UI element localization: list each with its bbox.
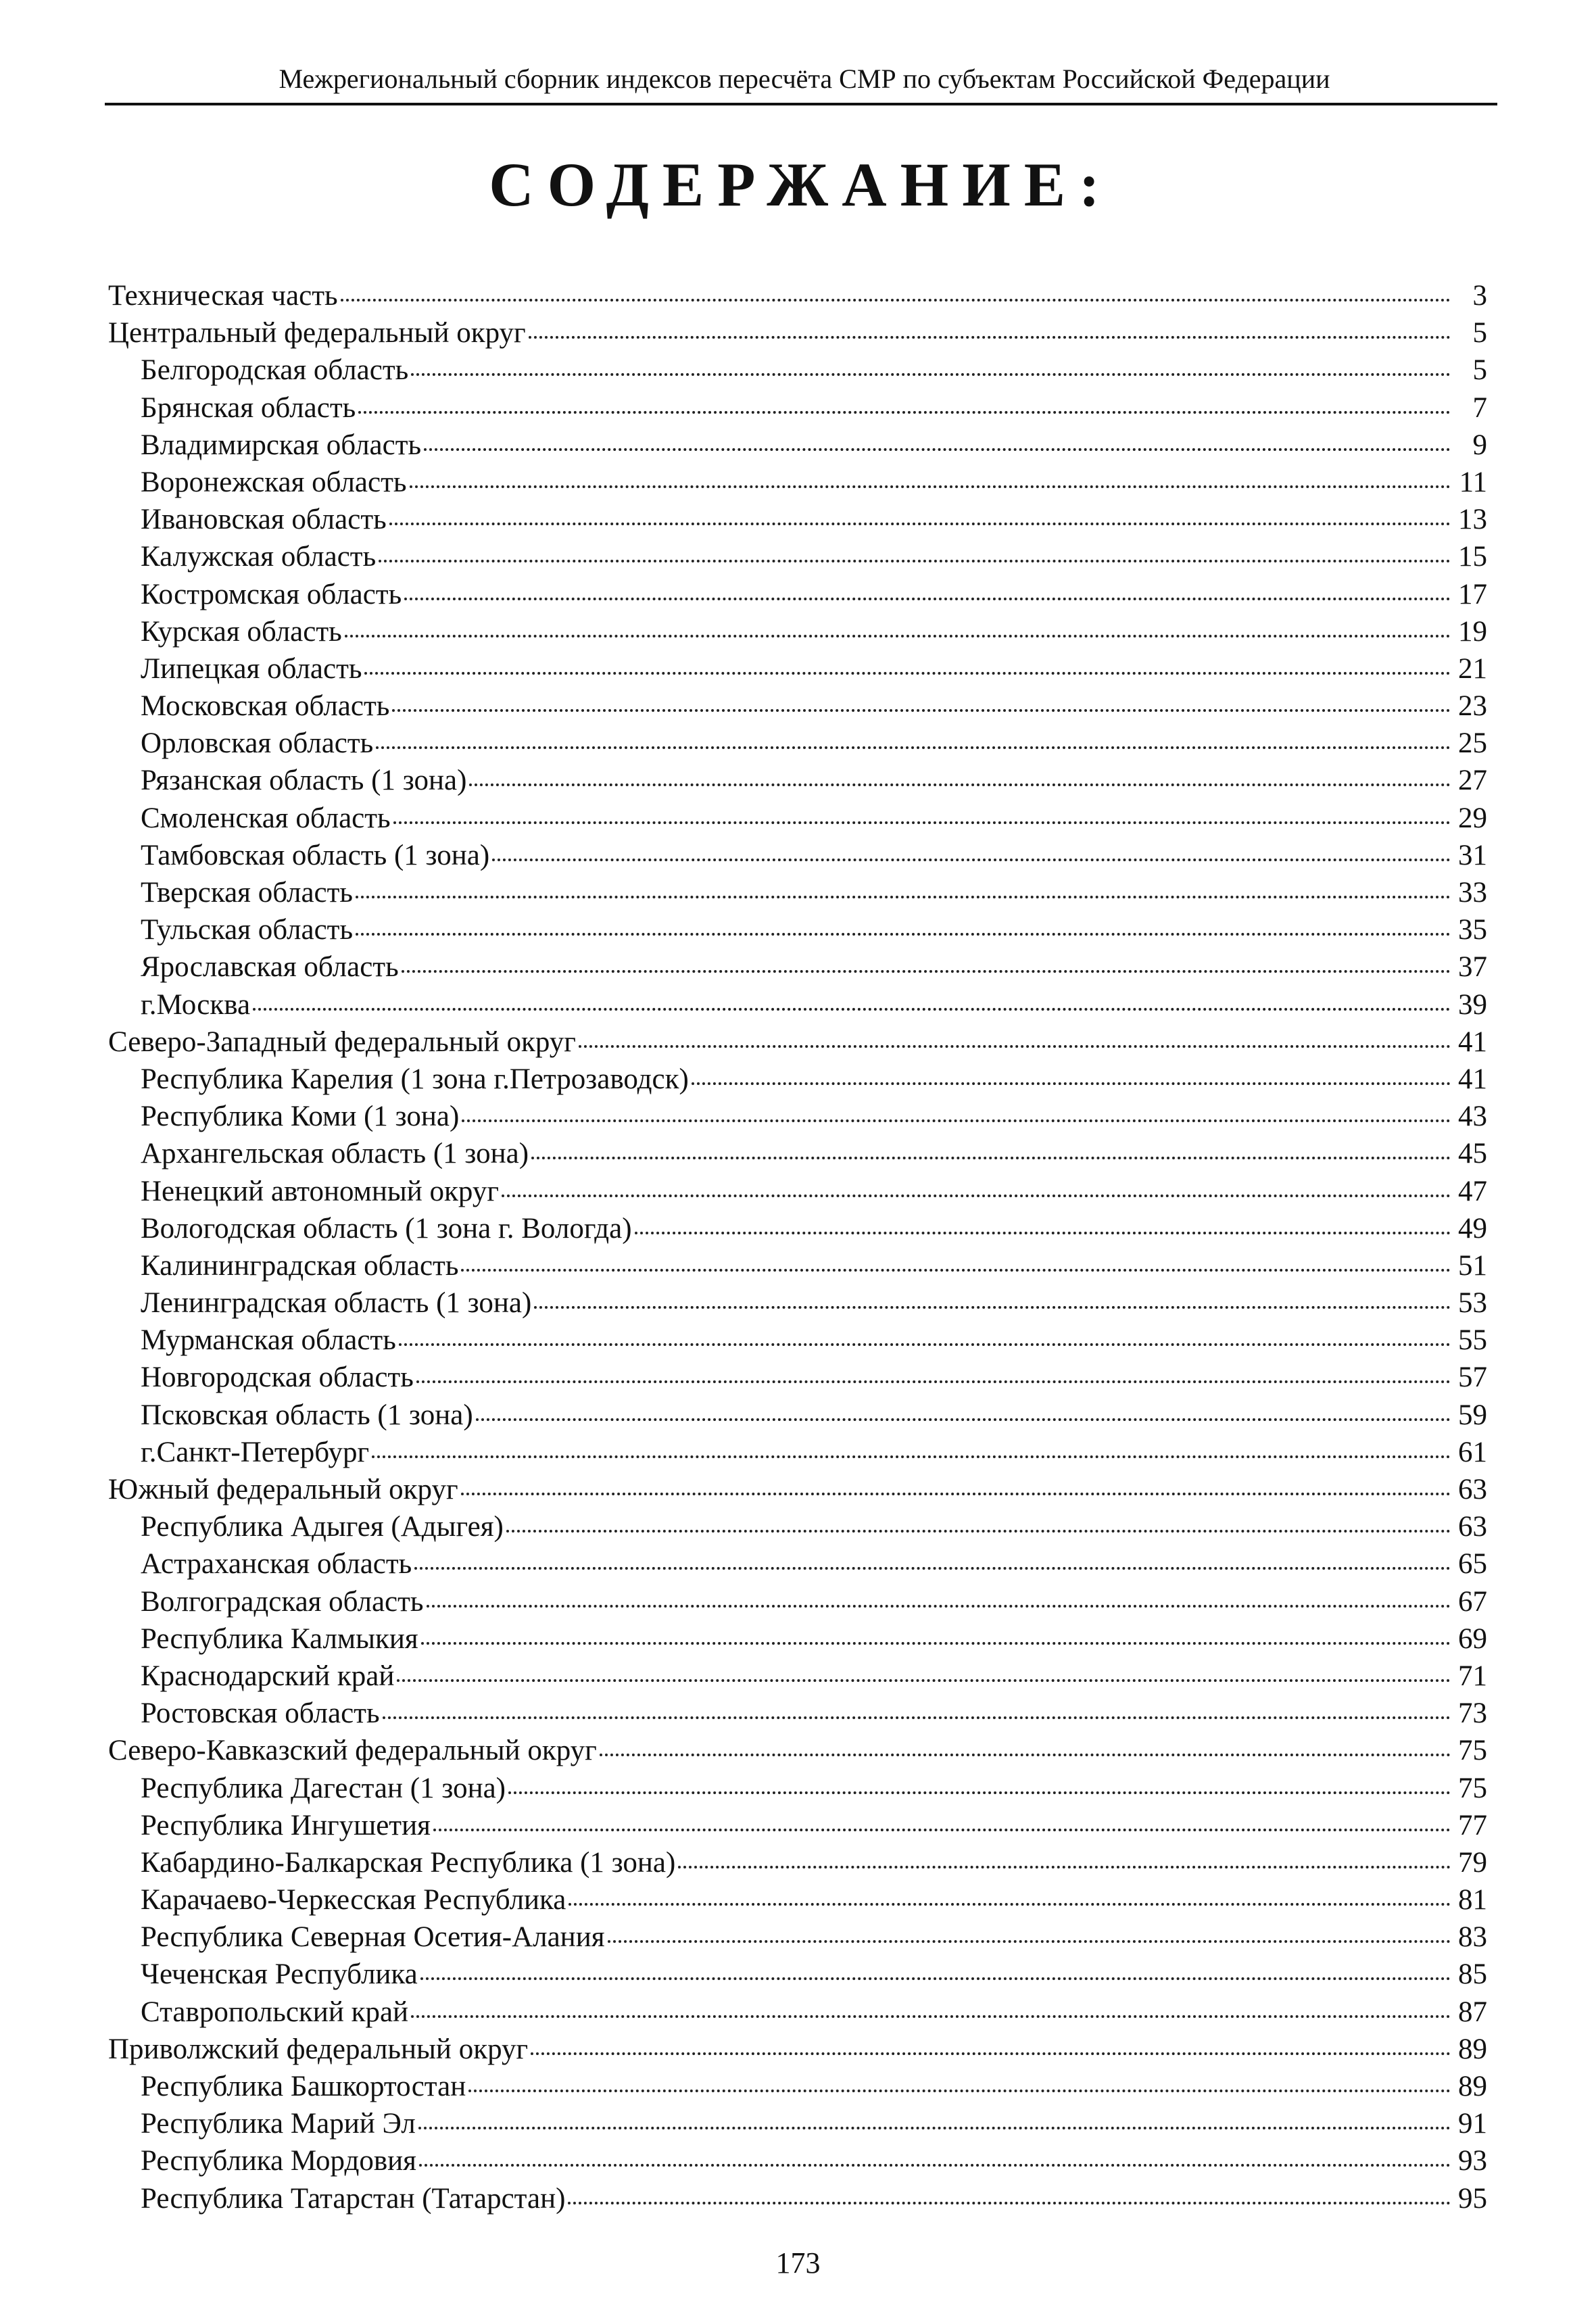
toc-entry-label: Брянская область: [141, 391, 356, 424]
dot-leader: [476, 1418, 1451, 1421]
dot-leader: [531, 1157, 1451, 1159]
toc-entry-page: 17: [1458, 578, 1487, 610]
dot-leader: [411, 2015, 1451, 2018]
toc-entry-page: 5: [1472, 317, 1487, 349]
toc-subentry: [108, 1807, 1487, 1844]
dot-leader: [345, 635, 1451, 637]
toc-entry-label: Псковская область (1 зона): [141, 1399, 473, 1431]
toc-subentry: [108, 1545, 1487, 1583]
toc-subentry: [108, 501, 1487, 538]
toc-entry-page: 57: [1458, 1361, 1487, 1394]
toc-subentry: [108, 1508, 1487, 1545]
toc-entry-label: Кабардино-Балкарская Республика (1 зона): [141, 1846, 676, 1879]
toc-entry-page: 79: [1458, 1846, 1487, 1879]
toc-subentry: [108, 911, 1487, 948]
toc-entry-label: Республика Калмыкия: [141, 1622, 418, 1655]
toc-entry-page: 59: [1458, 1399, 1487, 1431]
toc-entry-label: Мурманская область: [141, 1324, 396, 1357]
toc-subentry: [108, 1098, 1487, 1135]
toc-entry-label: Калужская область: [141, 541, 377, 573]
toc-subentry: [108, 1359, 1487, 1396]
toc-section: [108, 1023, 1487, 1061]
dot-leader: [253, 1008, 1451, 1011]
toc-entry-page: 33: [1458, 877, 1487, 909]
toc-subentry: [108, 1956, 1487, 1993]
dot-leader: [404, 598, 1451, 600]
toc-subentry: [108, 650, 1487, 687]
toc-entry-page: 73: [1458, 1697, 1487, 1730]
toc-entry-page: 71: [1458, 1660, 1487, 1692]
toc-entry-label: Республика Дагестан (1 зона): [141, 1772, 506, 1804]
toc-subentry: [108, 1284, 1487, 1322]
toc-entry-page: 89: [1458, 2033, 1487, 2065]
toc-entry-label: Смоленская область: [141, 802, 391, 834]
toc-entry-label: Республика Татарстан (Татарстан): [141, 2182, 566, 2215]
toc-entry-page: 47: [1458, 1175, 1487, 1207]
dot-leader: [506, 1530, 1451, 1533]
toc-subentry: [108, 762, 1487, 799]
toc-entry-label: Владимирская область: [141, 429, 422, 461]
dot-leader: [469, 783, 1451, 786]
toc-entry-label: Архангельская область (1 зона): [141, 1138, 529, 1170]
toc-entry-page: 21: [1458, 652, 1487, 685]
dot-leader: [534, 1306, 1451, 1309]
toc-entry-page: 63: [1458, 1474, 1487, 1505]
toc-entry-label: Ярославская область: [141, 951, 399, 984]
toc-entry-label: Республика Коми (1 зона): [141, 1101, 460, 1133]
toc-subentry: [108, 1247, 1487, 1284]
toc-entry-page: 67: [1458, 1585, 1487, 1618]
toc-entry-label: Республика Марий Эл: [141, 2108, 416, 2140]
toc-entry-label: Северо-Кавказский федеральный округ: [108, 1735, 597, 1767]
toc-entry-page: 55: [1458, 1324, 1487, 1357]
toc-subentry: [108, 837, 1487, 874]
running-header: Межрегиональный сборник индексов пересчёта СМР по субъектам Российской Федерации: [279, 64, 1330, 94]
toc-entry-label: Северо-Западный федеральный округ: [108, 1026, 576, 1058]
toc-entry-page: 31: [1458, 839, 1487, 871]
toc-subentry: [108, 1210, 1487, 1247]
dot-leader: [358, 411, 1451, 414]
dot-leader: [427, 1605, 1451, 1608]
dot-leader: [372, 1455, 1451, 1458]
toc-entry-page: 37: [1458, 951, 1487, 984]
toc-entry-page: 35: [1458, 914, 1487, 946]
toc-entry-label: Ростовская область: [141, 1697, 380, 1730]
toc-subentry: [108, 538, 1487, 575]
toc-entry-label: Карачаево-Черкесская Республика: [141, 1884, 566, 1916]
toc-entry-page: 51: [1458, 1249, 1487, 1282]
toc-entry-label: Тамбовская область (1 зона): [141, 839, 490, 871]
dot-leader: [569, 1903, 1451, 1906]
toc-entry-page: 85: [1458, 1958, 1487, 1991]
toc-entry-label: Костромская область: [141, 578, 402, 610]
toc-subentry: [108, 427, 1487, 464]
toc-entry-label: Краснодарский край: [141, 1660, 395, 1692]
toc-subentry: [108, 1434, 1487, 1471]
dot-leader: [418, 2127, 1451, 2129]
dot-leader: [376, 746, 1451, 749]
dot-leader: [600, 1754, 1451, 1756]
toc-subentry: [108, 2142, 1487, 2179]
dot-leader: [416, 1380, 1451, 1383]
dot-leader: [529, 336, 1451, 339]
toc-entry-label: Республика Мордовия: [141, 2145, 416, 2177]
toc-subentry: [108, 2180, 1487, 2217]
dot-leader: [364, 672, 1451, 675]
toc-entry-page: 19: [1458, 615, 1487, 648]
dot-leader: [379, 560, 1451, 562]
toc-entry-label: Республика Ингушетия: [141, 1809, 431, 1841]
toc-entry-label: г.Москва: [141, 988, 251, 1021]
dot-leader: [383, 1716, 1451, 1719]
toc-entry-page: 75: [1458, 1735, 1487, 1767]
dot-leader: [461, 1493, 1451, 1495]
dot-leader: [468, 2090, 1451, 2092]
dot-leader: [531, 2052, 1451, 2055]
toc-entry-label: Ленинградская область (1 зона): [141, 1287, 532, 1320]
toc-subentry: [108, 1397, 1487, 1434]
toc-entry-label: Новгородская область: [141, 1361, 414, 1394]
toc-entry-page: 27: [1458, 765, 1487, 797]
dot-leader: [461, 1269, 1451, 1272]
toc-subentry: [108, 1173, 1487, 1210]
toc-entry-label: Ненецкий автономный округ: [141, 1175, 499, 1207]
toc-subentry: [108, 874, 1487, 911]
toc-subentry: [108, 352, 1487, 389]
dot-leader: [356, 896, 1451, 898]
dot-leader: [410, 485, 1451, 488]
dot-leader: [462, 1119, 1451, 1122]
toc-entry-label: Республика Карелия (1 зона г.Петрозаводск): [141, 1063, 689, 1095]
toc-entry-label: Рязанская область (1 зона): [141, 765, 467, 797]
toc-subentry: [108, 1583, 1487, 1620]
toc-entry-page: 15: [1458, 541, 1487, 573]
dot-leader: [424, 448, 1451, 451]
toc-entry-label: Липецкая область: [141, 652, 362, 685]
toc-subentry: [108, 1322, 1487, 1359]
toc-subentry: [108, 948, 1487, 986]
toc-entry-label: Астраханская область: [141, 1548, 412, 1581]
dot-leader: [635, 1232, 1451, 1234]
dot-leader: [397, 1679, 1451, 1682]
toc-subentry: [108, 613, 1487, 650]
toc-entry-page: 95: [1458, 2182, 1487, 2215]
toc-subentry: [108, 2068, 1487, 2105]
toc-section: [108, 1732, 1487, 1769]
toc-entry-page: 63: [1458, 1511, 1487, 1543]
toc-subentry: [108, 1695, 1487, 1732]
toc-entry-page: 7: [1472, 391, 1487, 424]
toc-subentry: [108, 389, 1487, 427]
toc-subentry: [108, 687, 1487, 725]
toc-entry-label: Калининградская область: [141, 1249, 459, 1282]
dot-leader: [678, 1866, 1451, 1868]
page-title: СОДЕРЖАНИЕ:: [489, 150, 1113, 219]
toc-entry-label: Южный федеральный округ: [108, 1474, 458, 1505]
toc-subentry: [108, 1658, 1487, 1695]
dot-leader: [502, 1195, 1451, 1197]
toc-entry-page: 77: [1458, 1809, 1487, 1841]
dot-leader: [579, 1045, 1451, 1048]
toc-entry-page: 83: [1458, 1921, 1487, 1954]
toc-entry-label: Тульская область: [141, 914, 354, 946]
dot-leader: [433, 1829, 1451, 1831]
dot-leader: [341, 299, 1451, 301]
toc-entry-page: 91: [1458, 2108, 1487, 2140]
toc-entry-page: 89: [1458, 2071, 1487, 2102]
toc-subentry: [108, 1770, 1487, 1807]
toc-entry-label: Волгоградская область: [141, 1585, 424, 1618]
toc-section: [108, 277, 1487, 314]
toc-section: [108, 314, 1487, 352]
toc-subentry: [108, 800, 1487, 837]
toc-entry-page: 41: [1458, 1026, 1487, 1058]
dot-leader: [389, 523, 1451, 525]
toc-subentry: [108, 576, 1487, 613]
toc-entry-label: Воронежская область: [141, 466, 407, 498]
dot-leader: [692, 1082, 1451, 1085]
dot-leader: [419, 2164, 1451, 2167]
dot-leader: [392, 709, 1451, 712]
toc-entry-label: Республика Северная Осетия-Алания: [141, 1921, 605, 1954]
toc-subentry: [108, 1919, 1487, 1956]
toc-entry-page: 29: [1458, 802, 1487, 834]
toc-subentry: [108, 1620, 1487, 1658]
toc-entry-page: 93: [1458, 2145, 1487, 2177]
toc-entry-page: 41: [1458, 1063, 1487, 1095]
toc-subentry: [108, 2105, 1487, 2142]
toc-section: [108, 2031, 1487, 2068]
toc-entry-label: г.Санкт-Петербург: [141, 1436, 370, 1468]
toc-subentry: [108, 1994, 1487, 2031]
toc-entry-label: Республика Башкортостан: [141, 2071, 466, 2102]
dot-leader: [399, 1343, 1451, 1346]
toc-entry-label: Ставропольский край: [141, 1996, 409, 2028]
toc-subentry: [108, 464, 1487, 501]
dot-leader: [393, 821, 1451, 824]
toc-entry-label: Центральный федеральный округ: [108, 317, 526, 349]
dot-leader: [356, 933, 1451, 936]
toc-entry-label: Вологодская область (1 зона г. Вологда): [141, 1212, 632, 1245]
toc-subentry: [108, 1061, 1487, 1098]
toc-entry-page: 9: [1472, 429, 1487, 461]
toc-entry-label: Орловская область: [141, 727, 374, 760]
toc-entry-label: Техническая часть: [108, 280, 338, 312]
page-number: 173: [775, 2246, 821, 2279]
toc-entry-label: Республика Адыгея (Адыгея): [141, 1511, 504, 1543]
toc-entry-page: 13: [1458, 504, 1487, 536]
toc-entry-label: Московская область: [141, 690, 390, 723]
toc-entry-page: 53: [1458, 1287, 1487, 1320]
toc-entry-page: 65: [1458, 1548, 1487, 1581]
dot-leader: [411, 373, 1451, 376]
toc-entry-label: Чеченская Республика: [141, 1958, 418, 1991]
toc-entry-page: 69: [1458, 1622, 1487, 1655]
toc-entry-page: 5: [1472, 354, 1487, 387]
toc-entry-page: 25: [1458, 727, 1487, 760]
toc-entry-page: 49: [1458, 1212, 1487, 1245]
toc-entry-label: Тверская область: [141, 877, 354, 909]
toc-entry-page: 11: [1459, 466, 1487, 498]
dot-leader: [608, 1940, 1451, 1943]
toc-entry-page: 39: [1458, 988, 1487, 1021]
dot-leader: [492, 859, 1451, 861]
table-of-contents: [108, 277, 1487, 2217]
toc-subentry: [108, 986, 1487, 1023]
toc-entry-page: 61: [1458, 1436, 1487, 1468]
toc-entry-page: 3: [1472, 280, 1487, 312]
header-rule: [105, 103, 1497, 105]
dot-leader: [508, 1791, 1451, 1794]
toc-entry-page: 45: [1458, 1138, 1487, 1170]
dot-leader: [421, 1642, 1451, 1645]
toc-subentry: [108, 725, 1487, 762]
toc-subentry: [108, 1135, 1487, 1172]
toc-entry-label: Ивановская область: [141, 504, 387, 536]
toc-entry-label: Курская область: [141, 615, 342, 648]
toc-entry-label: Приволжский федеральный округ: [108, 2033, 529, 2065]
dot-leader: [414, 1567, 1451, 1570]
toc-entry-page: 43: [1458, 1101, 1487, 1133]
toc-entry-page: 23: [1458, 690, 1487, 723]
toc-entry-page: 75: [1458, 1772, 1487, 1804]
toc-entry-page: 81: [1458, 1884, 1487, 1916]
dot-leader: [568, 2202, 1451, 2204]
dot-leader: [420, 1977, 1451, 1980]
toc-subentry: [108, 1881, 1487, 1919]
toc-entry-label: Белгородская область: [141, 354, 409, 387]
toc-subentry: [108, 1844, 1487, 1881]
dot-leader: [402, 970, 1451, 973]
toc-section: [108, 1471, 1487, 1508]
toc-entry-page: 87: [1458, 1996, 1487, 2028]
